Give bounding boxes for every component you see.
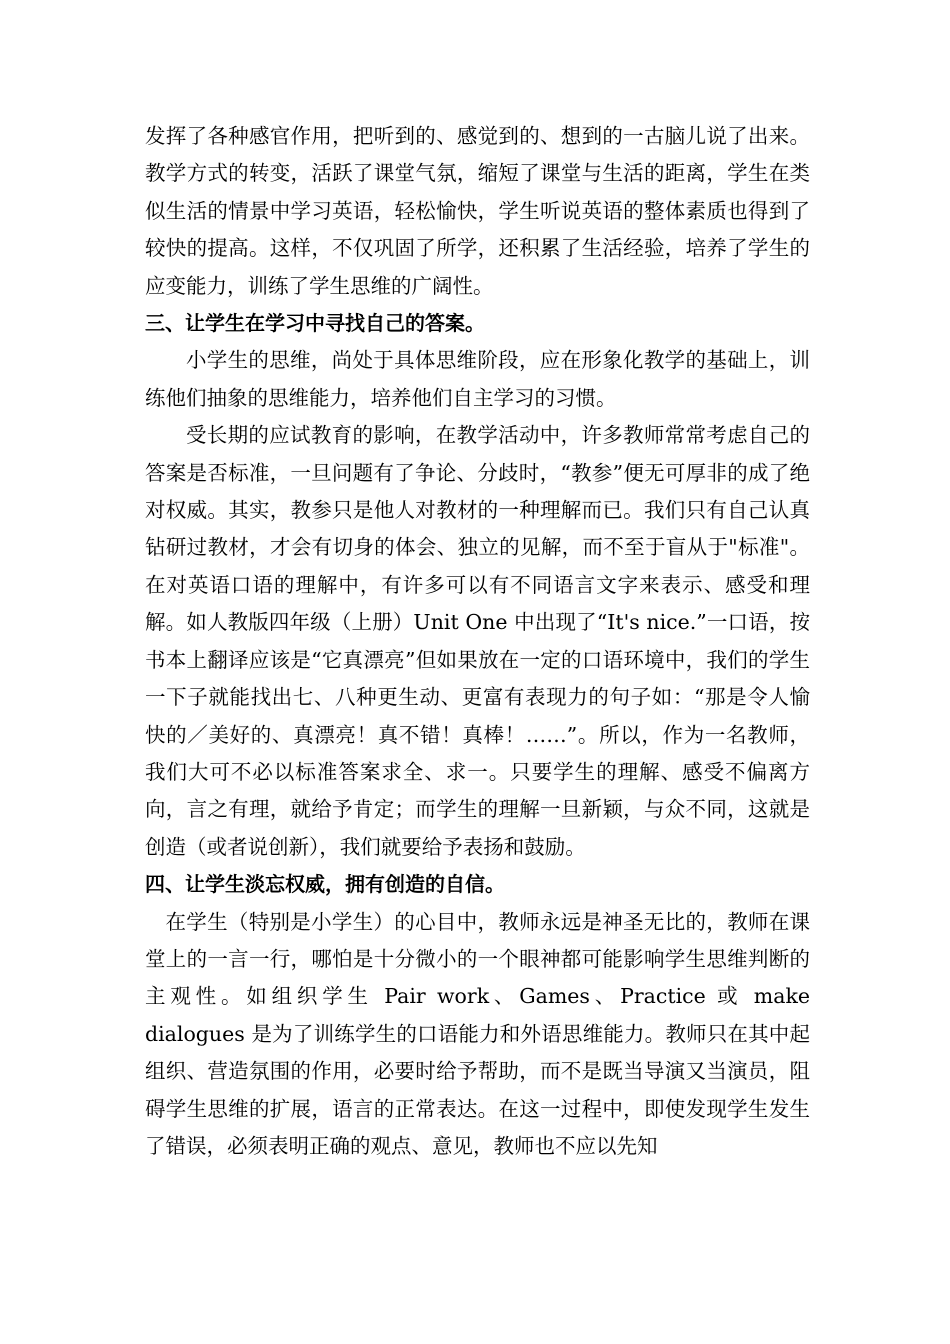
document-page — [145, 118, 810, 1165]
paragraph-3-1: 小学生的思维，尚处于具体思维阶段，应在形象化教学的基础上，训练他们抽象的思维能力，培养他们自主学习的习惯。 — [145, 348, 810, 410]
section-heading-3: 三、让学生在学习中寻找自己的答案。 — [145, 311, 485, 336]
paragraph-4-1: 在学生（特别是小学生）的心目中，教师永远是神圣无比的，教师在课堂上的一言一行，哪怕是十分微小的一个眼神都可能影响学生思维判断的主观性。如组织学生 Pair work、Games、Practice 或 make dialogues 是为了训练学生的口语能力和外语思维能力。教师只在其中起组织、营造氛围的作用，必要时给予帮助，而不是既当导演又当演员，阻碍学生思维的扩展，语言的正常表达。在这一过程中，即使发现学生发生了错误，必须表明正确的观点、意见，教师也不应以先知 — [145, 909, 810, 1158]
paragraph-continuation: 发挥了各种感官作用，把听到的、感觉到的、想到的一古脑儿说了出来。教学方式的转变，活跃了课堂气氛，缩短了课堂与生活的距离，学生在类似生活的情景中学习英语，轻松愉快，学生听说英语的整体素质也得到了较快的提高。这样，不仅巩固了所学，还积累了生活经验，培养了学生的应变能力，训练了学生思维的广阔性。 — [145, 124, 810, 298]
paragraph-3-2: 受长期的应试教育的影响，在教学活动中，许多教师常常考虑自己的答案是否标准，一旦问题有了争论、分歧时，“教参”便无可厚非的成了绝对权威。其实，教参只是他人对教材的一种理解而已。我们只有自己认真钻研过教材，才会有切身的体会、独立的见解，而不至于盲从于"标准"。在对英语口语的理解中，有许多可以有不同语言文字来表示、感受和理解。如人教版四年级（上册）Unit One 中出现了“It's nice.”一口语，按书本上翻译应该是“它真漂亮”但如果放在一定的口语环境中，我们的学生一下子就能找出七、八种更生动、更富有表现力的句子如：“那是令人愉快的／美好的、真漂亮！真不错！真棒！……”。所以，作为一名教师，我们大可不必以标准答案求全、求一。只要学生的理解、感受不偏离方向，言之有理，就给予肯定；而学生的理解一旦新颖，与众不同，这就是创造（或者说创新），我们就要给予表扬和鼓励。 — [145, 423, 810, 859]
section-heading-4: 四、让学生淡忘权威，拥有创造的自信。 — [145, 872, 505, 897]
